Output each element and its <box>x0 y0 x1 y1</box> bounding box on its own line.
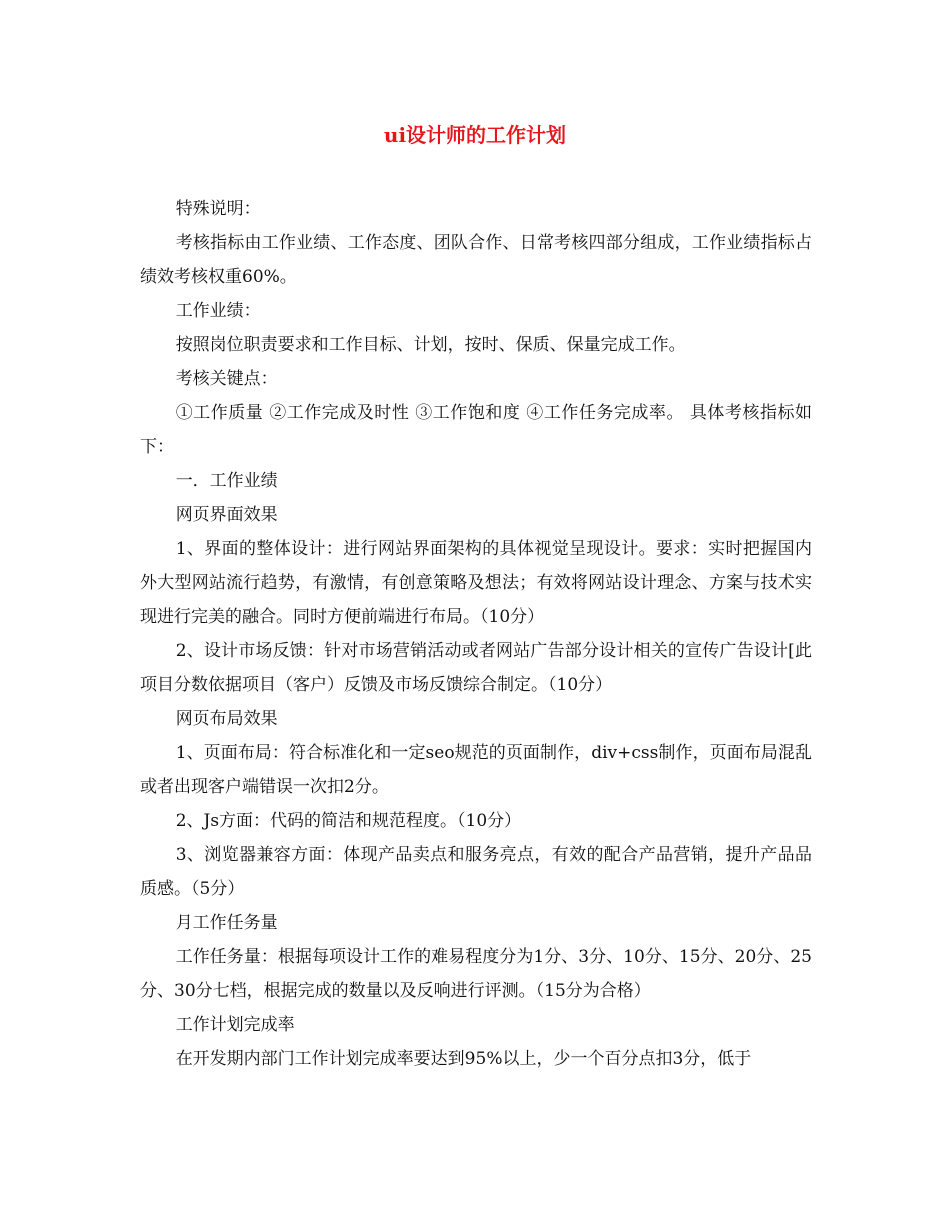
paragraph-special-note-heading: 特殊说明： <box>175 199 261 219</box>
item-overall-interface-design: 1、界面的整体设计：进行网站界面架构的具体视觉呈现设计。要求：实时把握国内外大型网站流行趋势，有激情，有创意策略及想法；有效将网站设计理念、方案与技术实现进行完美的融合。同时方便前端进行布局。（10分） <box>140 539 812 627</box>
paragraph-key-points-list: ①工作质量 ②工作完成及时性 ③工作饱和度 ④工作任务完成率。 具体考核指标如下： <box>140 403 812 457</box>
item-js-aspect: 2、Js方面：代码的简洁和规范程度。（10分） <box>175 811 522 831</box>
paragraph-work-performance-heading: 工作业绩： <box>175 301 261 321</box>
item-design-market-feedback: 2、设计市场反馈：针对市场营销活动或者网站广告部分设计相关的宣传广告设计[此项目分数依据项目（客户）反馈及市场反馈综合制定。（10分） <box>140 641 812 695</box>
document-body <box>140 192 812 1076</box>
paragraph-key-points-heading: 考核关键点： <box>175 369 278 389</box>
item-plan-completion-requirement: 在开发期内部门工作计划完成率要达到95%以上，少一个百分点扣3分，低于 <box>175 1049 752 1069</box>
item-browser-compatibility: 3、浏览器兼容方面：体现产品卖点和服务亮点，有效的配合产品营销，提升产品品质感。（5分） <box>140 845 812 899</box>
item-workload-scoring: 工作任务量：根据每项设计工作的难易程度分为1分、3分、10分、15分、20分、25分、30分七档，根据完成的数量以及反响进行评测。（15分为合格） <box>140 947 812 1001</box>
item-page-layout: 1、页面布局：符合标准化和一定seo规范的页面制作，div+css制作，页面布局混乱或者出现客户端错误一次扣2分。 <box>140 743 812 797</box>
subheading-plan-completion-rate: 工作计划完成率 <box>175 1015 295 1035</box>
paragraph-work-requirements: 按照岗位职责要求和工作目标、计划，按时、保质、保量完成工作。 <box>175 335 686 355</box>
document-title: ui设计师的工作计划 <box>383 123 567 147</box>
paragraph-assessment-composition: 考核指标由工作业绩、工作态度、团队合作、日常考核四部分组成，工作业绩指标占绩效考核权重60%。 <box>140 233 812 287</box>
section-heading-work-performance: 一．工作业绩 <box>175 471 278 491</box>
subheading-web-layout-effect: 网页布局效果 <box>175 709 278 729</box>
subheading-web-interface-effect: 网页界面效果 <box>175 505 278 525</box>
subheading-monthly-workload: 月工作任务量 <box>175 913 278 933</box>
